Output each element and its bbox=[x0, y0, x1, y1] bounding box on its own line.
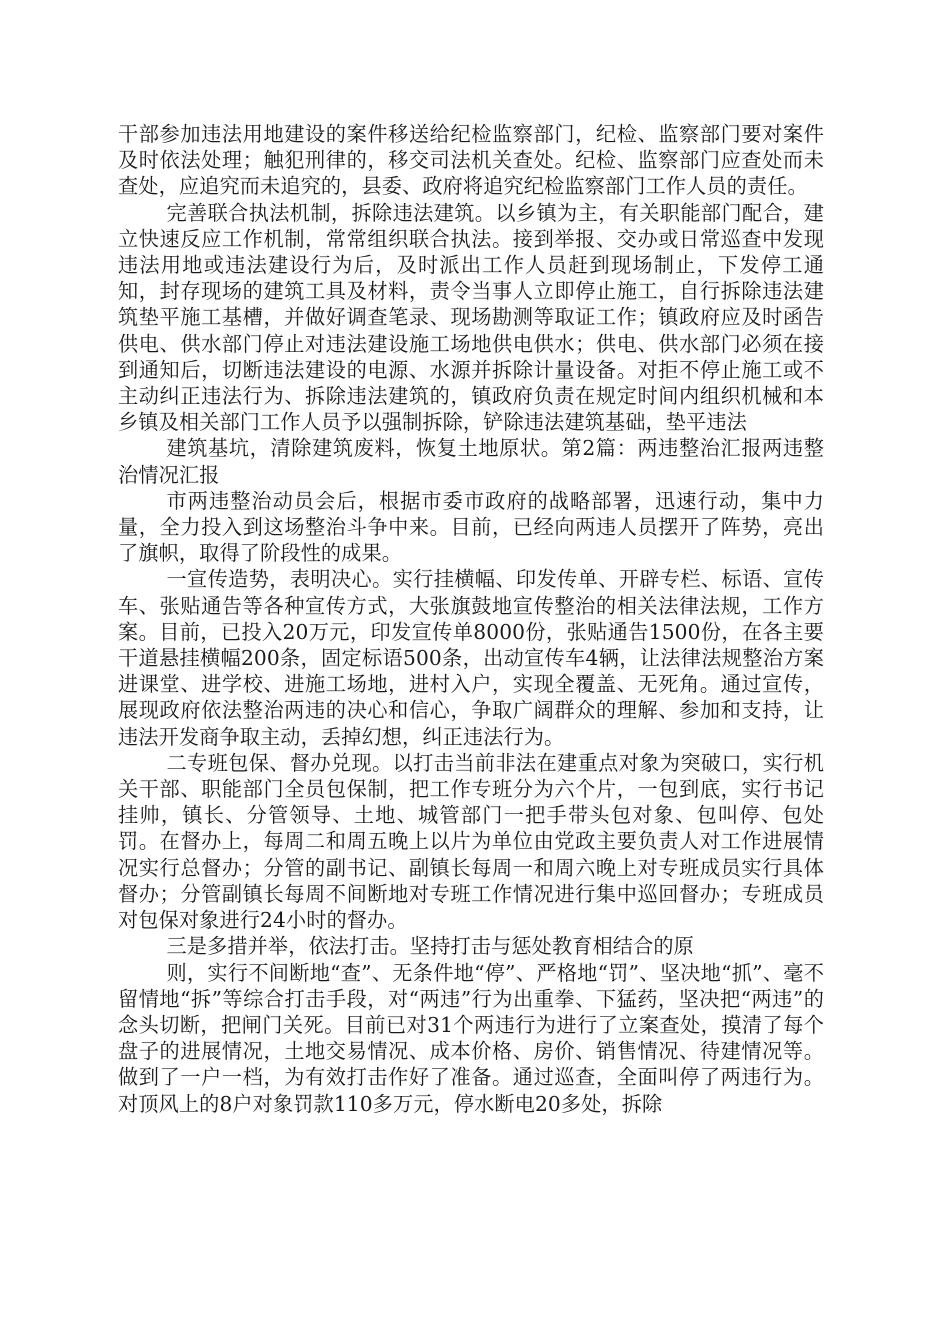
paragraph-2: 完善联合执法机制，拆除违法建筑。以乡镇为主，有关职能部门配合，建立快速反应工作机制，常常组织联合执法。接到举报、交办或日常巡查中发现违法用地或违法建设行为后，及时派出工作人员赶到现场制止，下发停工通知，封存现场的建筑工具及材料，责令当事人立即停止施工，自行拆除违法建筑垫平施工基槽，并做好调查笔录、现场勘测等取证工作；镇政府应及时函告供电、供水部门停止对违法建设施工场地供电供水；供电、供水部门必须在接到通知后，切断违法建设的电源、水源并拆除计量设备。对拒不停止施工或不主动纠正违法行为、拆除违法建筑的，镇政府负责在规定时间内组织机械和本乡镇及相关部门工作人员予以强制拆除，铲除违法建筑基础，垫平违法 bbox=[118, 200, 824, 435]
paragraph-3: 建筑基坑，清除建筑废料，恢复土地原状。第2篇：两违整治汇报两违整治情况汇报 bbox=[118, 436, 824, 487]
paragraph-8: 则，实行不间断地“查”、无条件地“停”、严格地“罚”、坚决地“抓”、毫不留情地“拆”等综合打击手段，对“两违”行为出重拳、下猛药，坚决把“两违”的念头切断，把闸门关死。目前已对31个两违行为进行了立案查处，摸清了每个盘子的进展情况，土地交易情况、成本价格、房价、销售情况、待建情况等。做到了一户一档，为有效打击作好了准备。通过巡查，全面叫停了两违行为。对顶风上的8户对象罚款110多万元，停水断电20多处，拆除 bbox=[118, 960, 824, 1116]
paragraph-5: 一宣传造势，表明决心。实行挂横幅、印发传单、开辟专栏、标语、宣传车、张贴通告等各种宣传方式，大张旗鼓地宣传整治的相关法律法规，工作方案。目前，已投入20万元，印发宣传单8000份，张贴通告1500份，在各主要干道悬挂横幅200条，固定标语500条，出动宣传车4辆，让法律法规整治方案进课堂、进学校、进施工场地，进村入户，实现全覆盖、无死角。通过宣传，展现政府依法整治两违的决心和信心，争取广阔群众的理解、参加和支持，让违法开发商争取主动，丢掉幻想，纠正违法行为。 bbox=[118, 567, 824, 749]
document-body bbox=[118, 121, 824, 1117]
paragraph-4: 市两违整治动员会后，根据市委市政府的战略部署，迅速行动，集中力量，全力投入到这场整治斗争中来。目前，已经向两违人员摆开了阵势，亮出了旗帜，取得了阶段性的成果。 bbox=[118, 488, 824, 566]
paragraph-7: 三是多措并举，依法打击。坚持打击与惩处教育相结合的原 bbox=[166, 934, 694, 959]
paragraph-1: 干部参加违法用地建设的案件移送给纪检监察部门，纪检、监察部门要对案件及时依法处理；触犯刑律的，移交司法机关查处。纪检、监察部门应查处而未查处，应追究而未追究的，县委、政府将追究纪检监察部门工作人员的责任。 bbox=[118, 122, 824, 199]
paragraph-6: 二专班包保、督办兑现。以打击当前非法在建重点对象为突破口，实行机关干部、职能部门全员包保制，把工作专班分为六个片，一包到底，实行书记挂帅，镇长、分管领导、土地、城管部门一把手带头包对象、包叫停、包处罚。在督办上，每周二和周五晚上以片为单位由党政主要负责人对工作进展情况实行总督办；分管的副书记、副镇长每周一和周六晚上对专班成员实行具体督办；分管副镇长每周不间断地对专班工作情况进行集中巡回督办；专班成员对包保对象进行24小时的督办。 bbox=[118, 750, 824, 933]
